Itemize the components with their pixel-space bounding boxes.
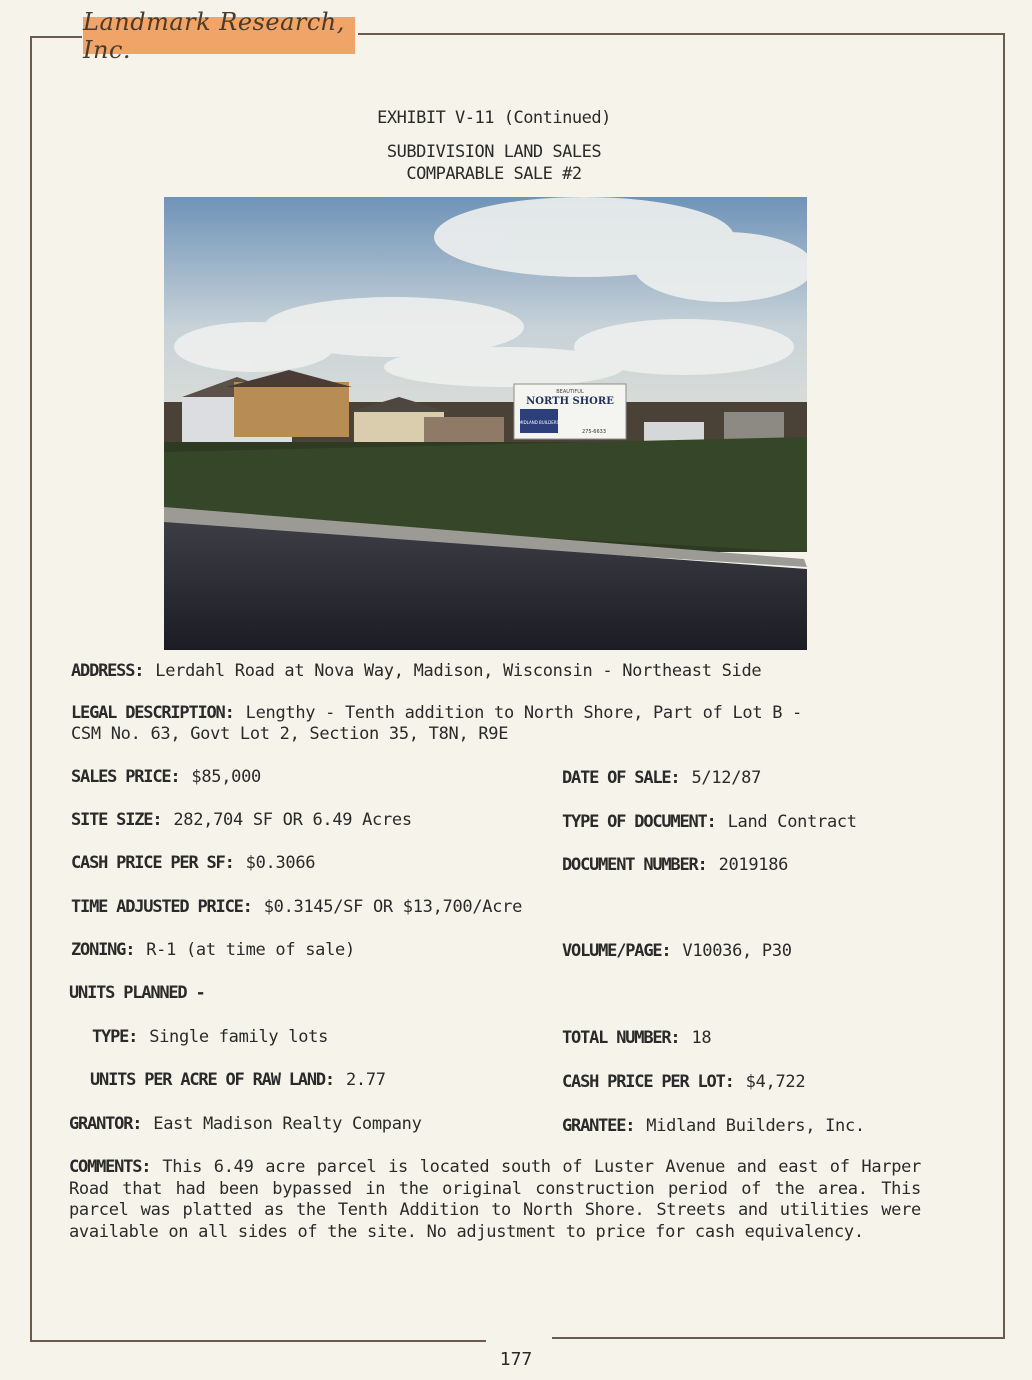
zoning-row bbox=[71, 940, 355, 960]
comments-value: This 6.49 acre parcel is located south of Luster Avenue and east of Harper Road that had been bypassed in the original construction period of the area. This parcel was platted as the Tenth Addition to North Shore. Streets and utilities were available on all sides of the site. No adjustment to price for cash equivalency. bbox=[69, 1157, 921, 1242]
frame-border-bottom-right bbox=[552, 1337, 1005, 1339]
photo-sign-phone: 275-6633 bbox=[581, 429, 607, 435]
type-of-document-label: TYPE OF DOCUMENT: bbox=[562, 812, 716, 832]
site-size-row bbox=[71, 810, 412, 830]
grantor-value: East Madison Realty Company bbox=[153, 1114, 422, 1134]
cash-price-sf-value: $0.3066 bbox=[245, 853, 316, 873]
type-of-document-row bbox=[562, 812, 857, 832]
sales-price-label: SALES PRICE: bbox=[71, 767, 180, 787]
frame-border-bottom-left bbox=[30, 1340, 486, 1342]
total-number-row bbox=[562, 1028, 711, 1048]
document-number-value: 2019186 bbox=[718, 855, 789, 875]
units-per-acre-label: UNITS PER ACRE OF RAW LAND: bbox=[90, 1070, 334, 1090]
legal-description-value-1: Lengthy - Tenth addition to North Shore, Part of Lot B - bbox=[245, 703, 802, 723]
type-row bbox=[92, 1027, 328, 1047]
volume-page-row bbox=[562, 941, 792, 961]
units-planned-label: UNITS PLANNED - bbox=[69, 983, 205, 1003]
volume-page-label: VOLUME/PAGE: bbox=[562, 941, 671, 961]
sales-price-value: $85,000 bbox=[191, 767, 261, 787]
sales-price-row bbox=[71, 767, 261, 787]
cash-price-lot-value: $4,722 bbox=[745, 1072, 806, 1092]
comments-paragraph bbox=[69, 1157, 921, 1243]
time-adjusted-price-label: TIME ADJUSTED PRICE: bbox=[71, 897, 252, 917]
units-planned-row bbox=[69, 983, 217, 1003]
volume-page-value: V10036, P30 bbox=[682, 941, 792, 961]
page-number: 177 bbox=[499, 1349, 533, 1370]
units-per-acre-row bbox=[90, 1070, 386, 1090]
type-label: TYPE: bbox=[92, 1027, 138, 1047]
document-number-row bbox=[562, 855, 788, 875]
document-number-label: DOCUMENT NUMBER: bbox=[562, 855, 707, 875]
site-size-value: 282,704 SF OR 6.49 Acres bbox=[173, 810, 412, 830]
grantor-row bbox=[69, 1114, 422, 1134]
date-of-sale-row bbox=[562, 768, 761, 788]
exhibit-comparable: COMPARABLE SALE #2 bbox=[406, 164, 582, 184]
address-row bbox=[71, 661, 761, 681]
exhibit-title: EXHIBIT V-11 (Continued) bbox=[377, 108, 611, 128]
date-of-sale-label: DATE OF SALE: bbox=[562, 768, 680, 788]
legal-description-label: LEGAL DESCRIPTION: bbox=[71, 703, 234, 723]
photo-sign-text-2: NORTH SHORE bbox=[526, 396, 614, 407]
date-of-sale-value: 5/12/87 bbox=[691, 768, 762, 788]
address-label: ADDRESS: bbox=[71, 661, 144, 681]
grantee-value: Midland Builders, Inc. bbox=[646, 1116, 865, 1136]
time-adjusted-price-value: $0.3145/SF OR $13,700/Acre bbox=[263, 897, 523, 917]
cash-price-lot-label: CASH PRICE PER LOT: bbox=[562, 1072, 734, 1092]
total-number-label: TOTAL NUMBER: bbox=[562, 1028, 680, 1048]
type-value: Single family lots bbox=[149, 1027, 329, 1047]
photo-sign-text-3: MIDLAND BUILDERS bbox=[518, 420, 560, 425]
cash-price-sf-row bbox=[71, 853, 315, 873]
comments-label: COMMENTS: bbox=[69, 1157, 151, 1177]
cash-price-lot-row bbox=[562, 1072, 805, 1092]
cash-price-sf-label: CASH PRICE PER SF: bbox=[71, 853, 234, 873]
grantee-row bbox=[562, 1116, 865, 1136]
total-number-value: 18 bbox=[691, 1028, 712, 1048]
units-per-acre-value: 2.77 bbox=[345, 1070, 386, 1090]
grantee-label: GRANTEE: bbox=[562, 1116, 635, 1136]
legal-description-row bbox=[71, 703, 802, 723]
frame-border-top-right bbox=[358, 33, 1003, 35]
company-logo-text: Landmark Research, Inc. bbox=[83, 7, 345, 64]
site-size-label: SITE SIZE: bbox=[71, 810, 162, 830]
type-of-document-value: Land Contract bbox=[727, 812, 857, 832]
company-logo-label bbox=[83, 7, 355, 64]
frame-border-right bbox=[1003, 33, 1005, 1338]
grantor-label: GRANTOR: bbox=[69, 1114, 142, 1134]
zoning-value: R-1 (at time of sale) bbox=[146, 940, 355, 960]
zoning-label: ZONING: bbox=[71, 940, 135, 960]
property-photo bbox=[164, 197, 807, 650]
legal-description-value-2: CSM No. 63, Govt Lot 2, Section 35, T8N, R9E bbox=[71, 724, 509, 744]
frame-border-top-left bbox=[30, 36, 82, 38]
legal-description-row-2 bbox=[71, 724, 508, 744]
exhibit-subtitle: SUBDIVISION LAND SALES bbox=[386, 142, 602, 162]
address-value: Lerdahl Road at Nova Way, Madison, Wisconsin - Northeast Side bbox=[155, 661, 762, 681]
frame-border-left bbox=[30, 36, 32, 1341]
time-adjusted-price-row bbox=[71, 897, 522, 917]
photo-sign-text-1: BEAUTIFUL bbox=[556, 389, 584, 395]
